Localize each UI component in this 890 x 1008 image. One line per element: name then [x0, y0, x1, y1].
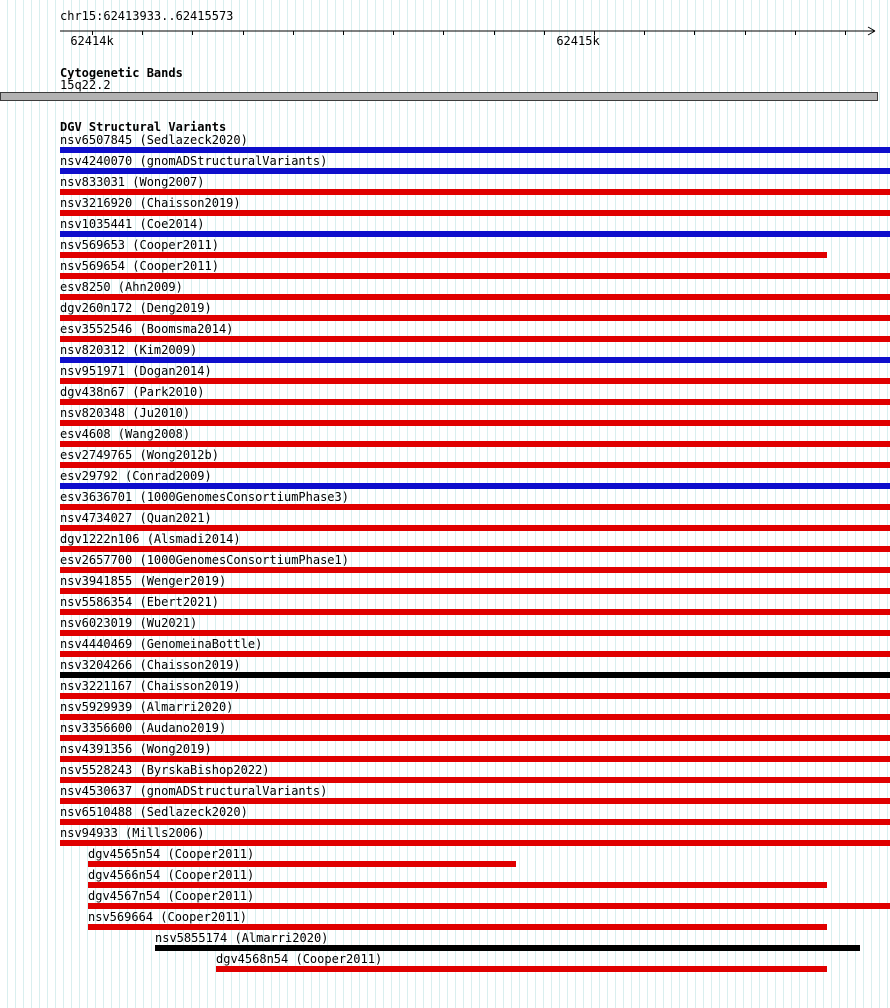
variant-bar[interactable] — [60, 651, 890, 657]
variant-bar[interactable] — [60, 567, 890, 573]
variant-label[interactable]: nsv569654 (Cooper2011) — [60, 259, 219, 273]
cytoband-label[interactable]: 15q22.2 — [60, 78, 111, 92]
variant-label[interactable]: nsv6510488 (Sedlazeck2020) — [60, 805, 248, 819]
variant-label[interactable]: nsv4240070 (gnomADStructuralVariants) — [60, 154, 328, 168]
variant-label[interactable]: nsv6023019 (Wu2021) — [60, 616, 198, 630]
variant-label[interactable]: dgv4568n54 (Cooper2011) — [216, 952, 383, 966]
variant-label[interactable]: dgv4566n54 (Cooper2011) — [88, 868, 255, 882]
variant-bar[interactable] — [88, 924, 827, 930]
variant-label[interactable]: nsv4440469 (GenomeinaBottle) — [60, 637, 263, 651]
variant-bar[interactable] — [60, 546, 890, 552]
variant-label[interactable]: nsv5855174 (Almarri2020) — [155, 931, 329, 945]
variant-bar[interactable] — [60, 630, 890, 636]
variant-bar[interactable] — [60, 231, 890, 237]
variant-label[interactable]: nsv4391356 (Wong2019) — [60, 742, 212, 756]
variant-bar[interactable] — [60, 441, 890, 447]
ruler-tick-label: 62414k — [70, 34, 114, 48]
variant-label[interactable]: nsv3216920 (Chaisson2019) — [60, 196, 241, 210]
variant-label[interactable]: dgv4565n54 (Cooper2011) — [88, 847, 255, 861]
region-coordinates: chr15:62413933..62415573 — [60, 9, 234, 23]
variant-bar[interactable] — [60, 294, 890, 300]
variant-bar[interactable] — [60, 483, 890, 489]
variant-bar[interactable] — [216, 966, 827, 972]
variant-bar[interactable] — [60, 357, 890, 363]
variant-label[interactable]: esv4608 (Wang2008) — [60, 427, 191, 441]
ruler-mark — [868, 31, 875, 35]
variant-label[interactable]: esv3552546 (Boomsma2014) — [60, 322, 234, 336]
variant-bar[interactable] — [60, 168, 890, 174]
variant-bar[interactable] — [60, 420, 890, 426]
variant-label[interactable]: dgv4567n54 (Cooper2011) — [88, 889, 255, 903]
variant-bar[interactable] — [60, 336, 890, 342]
variant-label[interactable]: dgv260n172 (Deng2019) — [60, 301, 212, 315]
variant-bar[interactable] — [155, 945, 860, 951]
variant-label[interactable]: dgv438n67 (Park2010) — [60, 385, 205, 399]
variant-bar[interactable] — [60, 840, 890, 846]
variant-bar[interactable] — [60, 777, 890, 783]
variant-label[interactable]: nsv3941855 (Wenger2019) — [60, 574, 227, 588]
variant-bar[interactable] — [88, 903, 890, 909]
variant-label[interactable]: esv3636701 (1000GenomesConsortiumPhase3) — [60, 490, 349, 504]
variant-bar[interactable] — [60, 819, 890, 825]
variant-bar[interactable] — [60, 378, 890, 384]
variant-label[interactable]: esv8250 (Ahn2009) — [60, 280, 183, 294]
variant-bar[interactable] — [60, 189, 890, 195]
variant-label[interactable]: nsv569664 (Cooper2011) — [88, 910, 247, 924]
variant-bar[interactable] — [60, 735, 890, 741]
variant-label[interactable]: nsv820348 (Ju2010) — [60, 406, 191, 420]
variant-label[interactable]: esv29792 (Conrad2009) — [60, 469, 212, 483]
variant-label[interactable]: nsv4530637 (gnomADStructuralVariants) — [60, 784, 328, 798]
variant-bar[interactable] — [60, 210, 890, 216]
variant-bar[interactable] — [60, 525, 890, 531]
variant-bar[interactable] — [60, 798, 890, 804]
variant-bar[interactable] — [60, 147, 890, 153]
dgv-structural-variants-title: DGV Structural Variants — [60, 120, 227, 134]
variant-label[interactable]: nsv6507845 (Sedlazeck2020) — [60, 133, 248, 147]
variant-label[interactable]: nsv4734027 (Quan2021) — [60, 511, 212, 525]
variant-bar[interactable] — [88, 882, 827, 888]
variant-bar[interactable] — [60, 504, 890, 510]
variant-label[interactable]: nsv1035441 (Coe2014) — [60, 217, 205, 231]
variant-label[interactable]: nsv5929939 (Almarri2020) — [60, 700, 234, 714]
variant-bar[interactable] — [60, 672, 890, 678]
variant-label[interactable]: nsv94933 (Mills2006) — [60, 826, 205, 840]
variant-bar[interactable] — [60, 399, 890, 405]
variant-label[interactable]: nsv833031 (Wong2007) — [60, 175, 205, 189]
variant-bar[interactable] — [60, 252, 827, 258]
variant-label[interactable]: nsv820312 (Kim2009) — [60, 343, 198, 357]
ruler — [0, 24, 890, 38]
cytoband-bar — [0, 92, 878, 101]
variant-bar[interactable] — [60, 588, 890, 594]
variant-bar[interactable] — [60, 273, 890, 279]
ruler-mark — [868, 27, 875, 31]
variant-bar[interactable] — [88, 861, 516, 867]
variant-bar[interactable] — [60, 714, 890, 720]
variant-label[interactable]: nsv951971 (Dogan2014) — [60, 364, 212, 378]
variant-label[interactable]: nsv3221167 (Chaisson2019) — [60, 679, 241, 693]
variant-bar[interactable] — [60, 609, 890, 615]
ruler-tick-label: 62415k — [556, 34, 600, 48]
variant-bar[interactable] — [60, 462, 890, 468]
variant-label[interactable]: nsv3356600 (Audano2019) — [60, 721, 227, 735]
variant-label[interactable]: nsv5586354 (Ebert2021) — [60, 595, 219, 609]
variant-label[interactable]: esv2657700 (1000GenomesConsortiumPhase1) — [60, 553, 349, 567]
variant-bar[interactable] — [60, 693, 890, 699]
variant-bar[interactable] — [60, 756, 890, 762]
variant-label[interactable]: esv2749765 (Wong2012b) — [60, 448, 219, 462]
variant-label[interactable]: nsv3204266 (Chaisson2019) — [60, 658, 241, 672]
cytogenetic-bands-title: Cytogenetic Bands — [60, 66, 183, 80]
variant-bar[interactable] — [60, 315, 890, 321]
variant-label[interactable]: dgv1222n106 (Alsmadi2014) — [60, 532, 241, 546]
variant-label[interactable]: nsv5528243 (ByrskaBishop2022) — [60, 763, 270, 777]
variant-label[interactable]: nsv569653 (Cooper2011) — [60, 238, 219, 252]
